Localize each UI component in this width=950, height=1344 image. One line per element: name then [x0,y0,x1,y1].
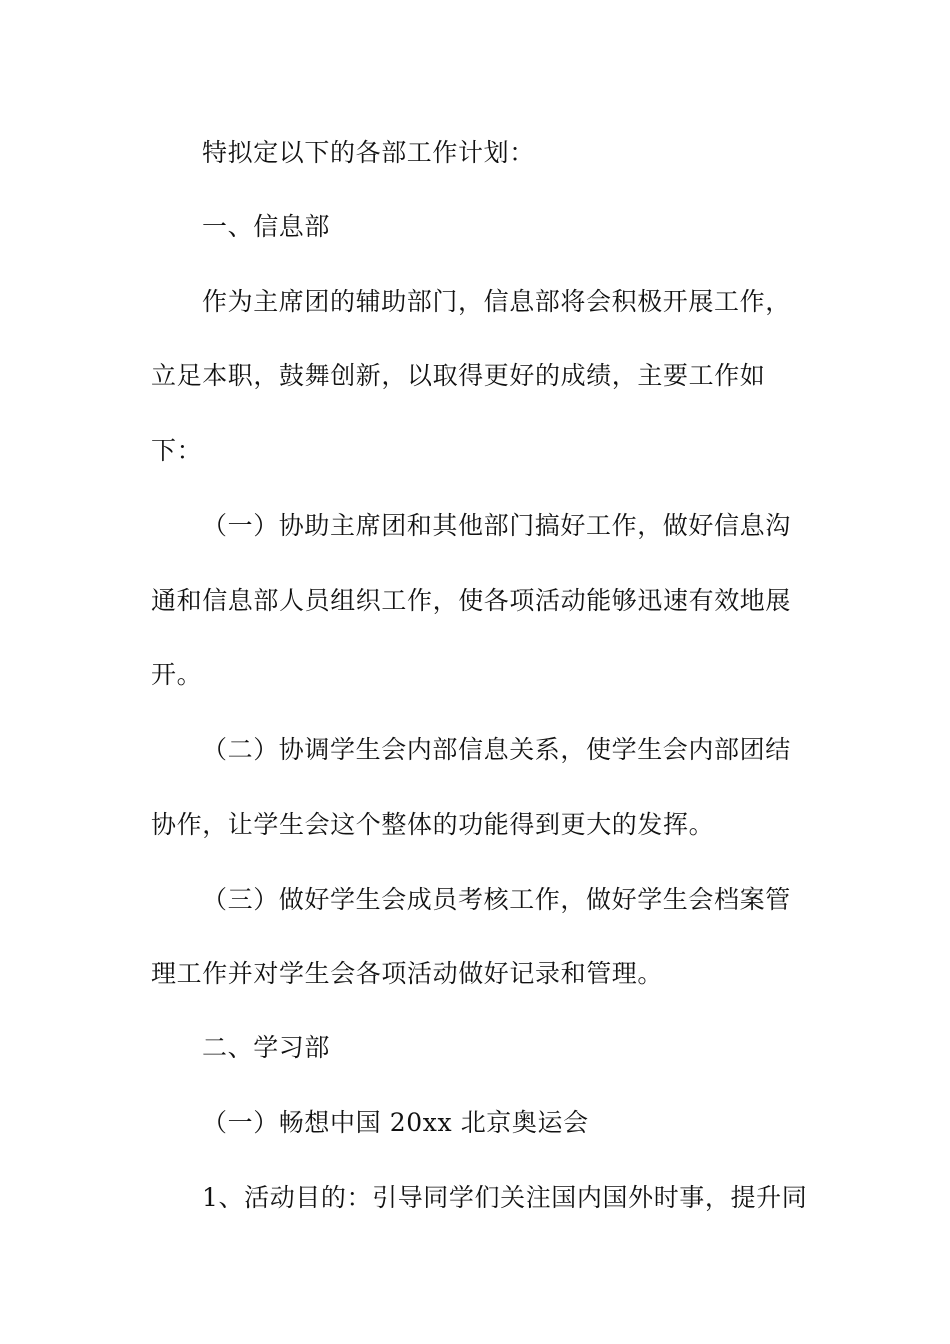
paragraph-line: 下： [151,436,203,465]
list-item-line: （一）协助主席团和其他部门搞好工作，做好信息沟 [202,511,791,540]
paragraph-line: 作为主席团的辅助部门，信息部将会积极开展工作， [202,287,791,316]
paragraph-line: 协作，让学生会这个整体的功能得到更大的发挥。 [151,810,715,839]
paragraph-line: 开。 [151,660,203,689]
paragraph-line: 1、活动目的：引导同学们关注国内国外时事，提升同 [202,1183,808,1212]
section-heading-info-dept: 一、信息部 [202,212,331,241]
paragraph-line: 通和信息部人员组织工作，使各项活动能够迅速有效地展 [151,586,792,615]
list-item-line: （三）做好学生会成员考核工作，做好学生会档案管 [202,885,791,914]
paragraph-line: 理工作并对学生会各项活动做好记录和管理。 [151,959,664,988]
paragraph-line: 立足本职，鼓舞创新，以取得更好的成绩，主要工作如 [151,361,766,390]
section-heading-study-dept: 二、学习部 [202,1033,331,1062]
list-item-line: （二）协调学生会内部信息关系，使学生会内部团结 [202,735,791,764]
list-item-line: （一）畅想中国 20xx 北京奥运会 [202,1108,589,1137]
intro-line: 特拟定以下的各部工作计划： [202,138,535,167]
